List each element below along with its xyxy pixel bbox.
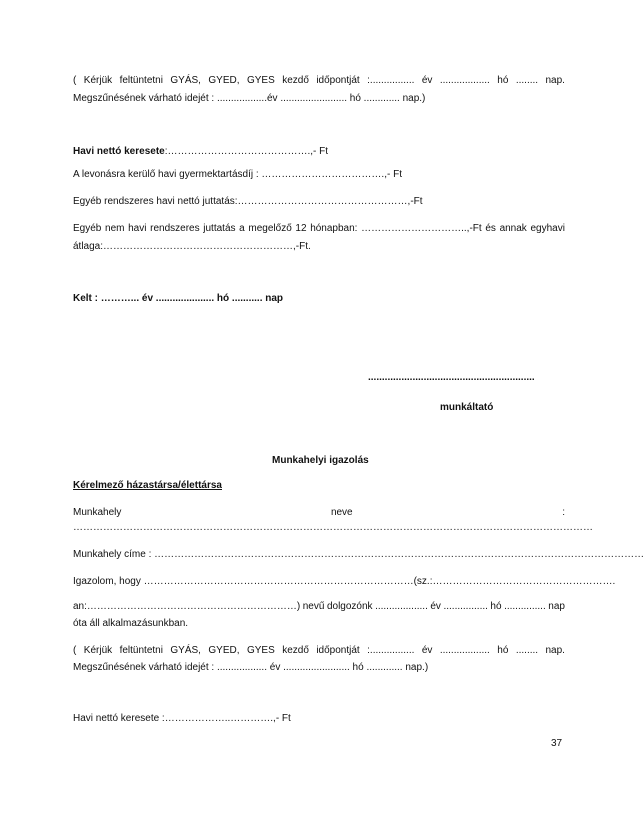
word: időpontját [316, 75, 360, 86]
word: hó [497, 75, 509, 86]
workplace-address-line: Munkahely címe : ………………………………………………………………………………………………………………………………… [73, 549, 644, 560]
word: egyhavi [530, 223, 565, 234]
word: nap [548, 601, 565, 612]
word: hó [497, 645, 509, 656]
word: ................... [375, 601, 428, 612]
word: :................ [367, 75, 415, 86]
irregular-income-line-1 [73, 223, 565, 235]
word: GYES [246, 75, 275, 86]
word: Kérjük [83, 75, 113, 86]
start-date-line-1 [73, 75, 565, 87]
word: a [239, 223, 245, 234]
word: neve [330, 507, 353, 518]
word: .................. [439, 75, 490, 86]
date-line: Kelt : ………... év ..................... hó ........... nap [73, 293, 284, 304]
workplace-name-line [73, 507, 565, 519]
word: GYÁS, [170, 645, 201, 656]
word: annak [499, 223, 527, 234]
word: nem [105, 223, 125, 234]
word: ( [73, 645, 77, 656]
word: nevű [302, 601, 325, 612]
other-regular-line: Egyéb rendszeres havi nettó juttatás:……………………………………………,-Ft [73, 196, 423, 207]
word: GYED, [208, 645, 240, 656]
word: megelőző [248, 223, 292, 234]
employee-line-1 [73, 601, 565, 613]
net-income-line [73, 146, 328, 158]
word: ........ [515, 75, 539, 86]
word: hónapban: [310, 223, 358, 234]
employee-line-2: óta áll alkalmazásunkban. [73, 618, 189, 629]
word: ............... [504, 601, 546, 612]
net-income-label: Havi nettó keresete [73, 146, 165, 157]
word: an:………………………………………………………) [73, 601, 301, 612]
word: feltüntetni [119, 75, 163, 86]
word: hó [490, 601, 502, 612]
word: év [421, 75, 433, 86]
word: és [485, 223, 496, 234]
word: .................. [439, 645, 490, 656]
section-subtitle: Kérelmező házastársa/élettársa [73, 480, 222, 491]
word: : [562, 507, 565, 518]
irregular-income-line-2: átlaga:…………………………………………………,-Ft. [73, 241, 311, 252]
word: GYED, [208, 75, 240, 86]
word: ( [73, 75, 77, 86]
word: juttatás [203, 223, 236, 234]
word: nap. [545, 75, 565, 86]
word: kezdő [282, 75, 309, 86]
word: feltüntetni [119, 645, 163, 656]
word: GYES [246, 645, 275, 656]
word: nap. [545, 645, 565, 656]
word: ........ [515, 645, 539, 656]
page-number: 37 [551, 738, 563, 749]
start-date-line-2b: Megszűnésének várható idejét : .................. év ........................ hó ............. nap.) [73, 662, 429, 673]
child-support-line: A levonásra kerülő havi gyermektartásdíj : ……………………………….,- Ft [73, 169, 402, 180]
workplace-name-field: ………………………………………………………………………………………………………………………………………… [73, 522, 593, 533]
start-date-line-1b [73, 645, 565, 657]
certify-line: Igazolom, hogy ………………………………………………………………………(sz.:………………………………………………. [73, 576, 616, 587]
word: dolgozónk [326, 601, 373, 612]
net-income-line-2: Havi nettó keresete :………………..………….,- Ft [73, 713, 291, 724]
word: rendszeres [150, 223, 200, 234]
word: :................ [367, 645, 415, 656]
start-date-line-2: Megszűnésének várható idejét : ..................év ........................ hó ............. nap.) [73, 93, 426, 104]
word: kezdő [282, 645, 309, 656]
word: Kérjük [83, 645, 113, 656]
word: ................ [443, 601, 488, 612]
word: GYÁS, [170, 75, 201, 86]
word: időpontját [316, 645, 360, 656]
word: havi [128, 223, 147, 234]
section-title: Munkahelyi igazolás [272, 455, 369, 466]
word: Munkahely [73, 507, 122, 518]
word: …………………………..,-Ft [361, 223, 482, 234]
word: Egyéb [73, 223, 102, 234]
word: 12 [295, 223, 307, 234]
signature-dots: ............................................................ [368, 372, 535, 383]
net-income-field: :…………………………………….,- Ft [164, 146, 329, 157]
word: év [430, 601, 441, 612]
word: év [421, 645, 433, 656]
signature-label: munkáltató [440, 402, 494, 413]
